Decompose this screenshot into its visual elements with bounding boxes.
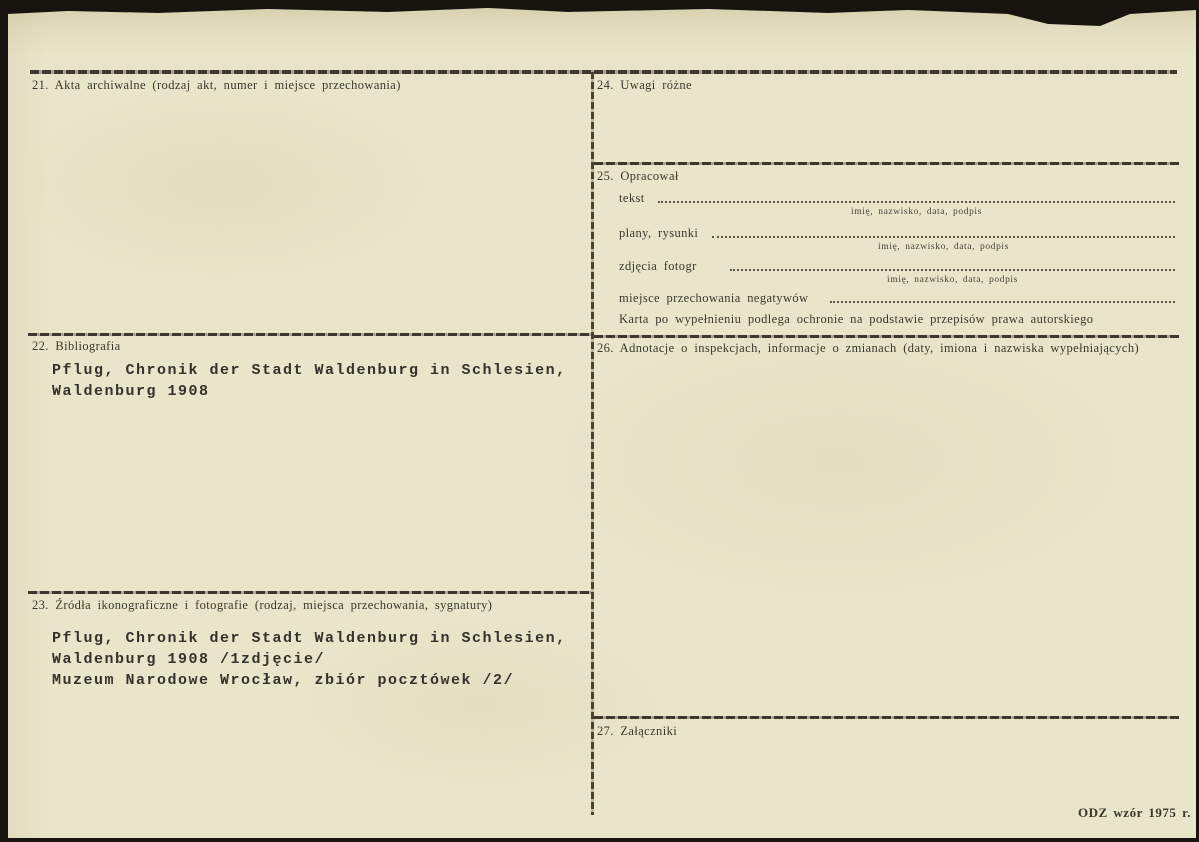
rule-center-divider bbox=[591, 72, 594, 815]
field-tekst-label: tekst bbox=[619, 191, 645, 205]
section-24-label: 24. Uwagi różne bbox=[597, 78, 692, 92]
field-plany-rysunki-caption: imię, nazwisko, data, podpis bbox=[878, 242, 1009, 252]
field-plany-rysunki-label: plany, rysunki bbox=[619, 226, 699, 240]
rule-left-22-23 bbox=[28, 591, 591, 594]
iconographic-source-line-1: Pflug, Chronik der Stadt Waldenburg in Schlesien, bbox=[52, 630, 567, 647]
section-23-label: 23. Źródła ikonograficzne i fotografie (rodzaj, miejsca przechowania, sygnatury) bbox=[32, 598, 493, 612]
rule-right-25-26 bbox=[594, 335, 1179, 338]
card-paper bbox=[8, 0, 1196, 838]
field-tekst-caption: imię, nazwisko, data, podpis bbox=[851, 207, 982, 217]
field-negatives-fill-line bbox=[830, 301, 1175, 303]
field-zdjecia-fotogr-label: zdjęcia fotogr bbox=[619, 259, 697, 273]
bibliography-entry-line-1: Pflug, Chronik der Stadt Waldenburg in Schlesien, bbox=[52, 362, 567, 379]
field-tekst-fill-line bbox=[658, 201, 1175, 203]
field-zdjecia-fotogr-caption: imię, nazwisko, data, podpis bbox=[887, 275, 1018, 285]
rule-right-26-27 bbox=[594, 716, 1179, 719]
field-zdjecia-fotogr-fill-line bbox=[730, 269, 1175, 271]
copyright-note: Karta po wypełnieniu podlega ochronie na podstawie przepisów prawa autorskiego bbox=[619, 312, 1094, 326]
section-26-label: 26. Adnotacje o inspekcjach, informacje o zmianach (daty, imiona i nazwiska wypełniających) bbox=[597, 341, 1140, 355]
field-plany-rysunki-fill-line bbox=[712, 236, 1175, 238]
section-27-label: 27. Załączniki bbox=[597, 724, 678, 738]
bibliography-entry-line-2: Waldenburg 1908 bbox=[52, 383, 210, 400]
rule-left-21-22 bbox=[28, 333, 591, 336]
field-negatives-label: miejsce przechowania negatywów bbox=[619, 291, 809, 305]
rule-right-24-25 bbox=[594, 162, 1179, 165]
form-edition-footer: ODZ wzór 1975 r. bbox=[1078, 805, 1191, 820]
rule-top bbox=[30, 70, 1177, 74]
section-25-label: 25. Opracował bbox=[597, 169, 679, 183]
section-21-label: 21. Akta archiwalne (rodzaj akt, numer i miejsce przechowania) bbox=[32, 78, 401, 92]
iconographic-source-line-2: Waldenburg 1908 /1zdjęcie/ bbox=[52, 651, 326, 668]
iconographic-source-line-3: Muzeum Narodowe Wrocław, zbiór pocztówek /2/ bbox=[52, 672, 515, 689]
section-22-label: 22. Bibliografia bbox=[32, 339, 121, 353]
